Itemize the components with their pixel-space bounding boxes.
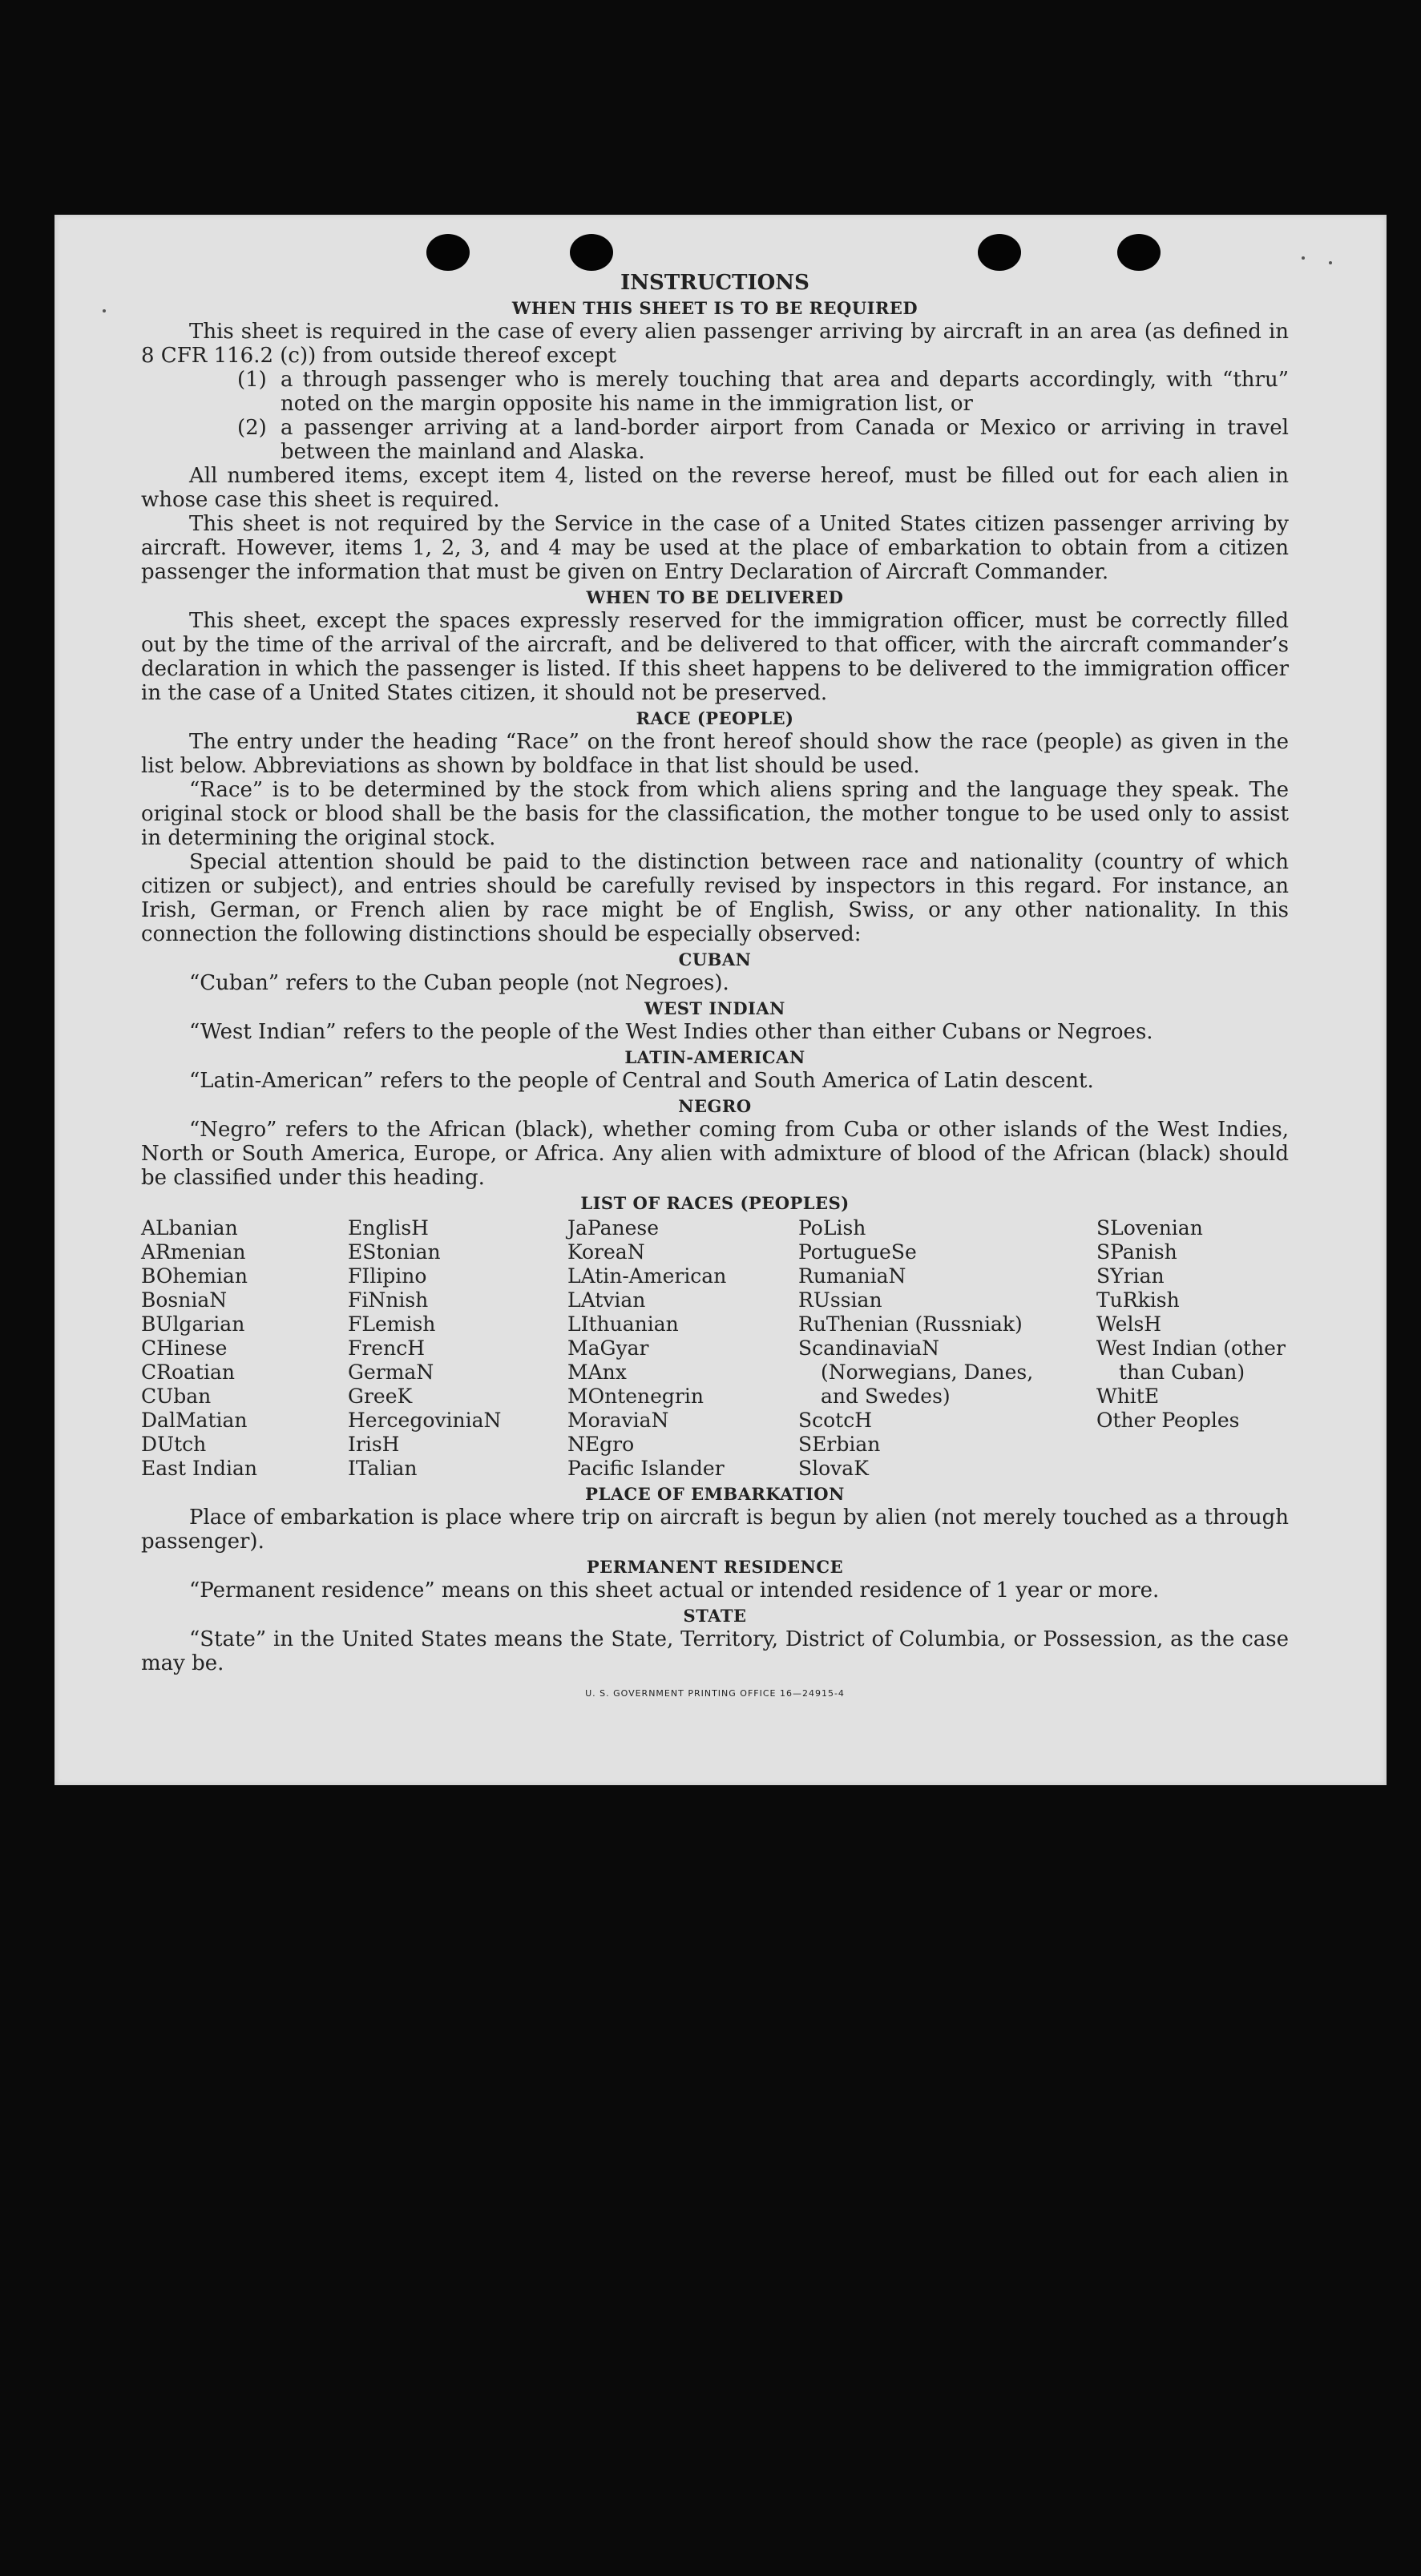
exception-number: (2) xyxy=(237,416,267,440)
race-entry: FLemish xyxy=(348,1312,436,1336)
race-entry: MaGyar xyxy=(567,1336,649,1360)
race-entry: Pacific Islander xyxy=(567,1457,725,1480)
punch-hole-2 xyxy=(570,234,613,271)
race-entry: JaPanese xyxy=(567,1216,660,1240)
paragraph-negro: “Negro” refers to the African (black), whether coming from Cuba or other islands of the West Indies, North or South America, Europe, or Africa. Any alien with admixture of blood of the African (black) should be classified under this heading. xyxy=(141,1118,1289,1190)
paragraph-west-indian: “West Indian” refers to the people of the West Indies other than either Cubans or Negroes. xyxy=(189,1020,1153,1044)
paragraph-permanent-residence: “Permanent residence” means on this sheet actual or intended residence of 1 year or more. xyxy=(189,1578,1160,1602)
races-column xyxy=(1096,1216,1289,1481)
exception-text: a through passenger who is merely touching that area and departs accordingly, with “thru” noted on the margin opposite his name in the immigration list, or xyxy=(281,368,1289,416)
races-column xyxy=(348,1216,567,1481)
race-entry: RuThenian (Russniak) xyxy=(798,1312,1023,1336)
heading-latin-american: LATIN-AMERICAN xyxy=(624,1047,805,1067)
heading-permanent-residence: PERMANENT RESIDENCE xyxy=(586,1557,844,1577)
heading-list-of-races: LIST OF RACES (PEOPLES) xyxy=(580,1193,850,1213)
paragraph-cuban: “Cuban” refers to the Cuban people (not Negroes). xyxy=(189,971,729,995)
race-entry: WhitE xyxy=(1096,1385,1160,1408)
race-entry: MAnx xyxy=(567,1361,627,1384)
race-entry: NEgro xyxy=(567,1433,635,1456)
exception-number: (1) xyxy=(237,368,267,392)
race-entry: CUban xyxy=(141,1385,212,1408)
punch-hole-1 xyxy=(426,234,470,271)
exception-item xyxy=(237,368,1289,416)
paragraph-race-1: The entry under the heading “Race” on the front hereof should show the race (people) as given in the list below. Abbreviations as shown by boldface in that list should be used. xyxy=(141,730,1289,778)
races-list xyxy=(141,1216,1289,1481)
race-entry: CHinese xyxy=(141,1336,228,1360)
punch-hole-3 xyxy=(978,234,1021,271)
race-entry: SErbian xyxy=(798,1433,881,1456)
paragraph-state: “State” in the United States means the State, Territory, District of Columbia, or Possession, as the case may be. xyxy=(141,1627,1289,1675)
race-entry: CRoatian xyxy=(141,1361,235,1384)
race-entry: FiNnish xyxy=(348,1288,429,1312)
paragraph-citizen: This sheet is not required by the Service in the case of a United States citizen passenger arriving by aircraft. However, items 1, 2, 3, and 4 may be used at the place of embarkation to obtain from a citizen passenger the information that must be given on Entry Declaration of Aircraft Commander. xyxy=(141,512,1289,584)
race-entry: TuRkish xyxy=(1096,1288,1180,1312)
race-entry: ScandinaviaN (Norwegians, Danes, and Swedes) xyxy=(798,1336,1034,1408)
race-entry: DalMatian xyxy=(141,1409,248,1432)
punch-hole-4 xyxy=(1117,234,1161,271)
race-entry: LIthuanian xyxy=(567,1312,679,1336)
race-entry: EStonian xyxy=(348,1240,441,1264)
heading-state: STATE xyxy=(683,1606,747,1626)
paragraph-latin-american: “Latin-American” refers to the people of Central and South America of Latin descent. xyxy=(189,1069,1094,1093)
race-entry: GreeK xyxy=(348,1385,413,1408)
heading-embarkation: PLACE OF EMBARKATION xyxy=(585,1484,845,1504)
speck xyxy=(1329,261,1332,264)
race-entry: HercegoviniaN xyxy=(348,1409,502,1432)
race-entry: GermaN xyxy=(348,1361,434,1384)
exception-item xyxy=(237,416,1289,464)
heading-when-delivered: WHEN TO BE DELIVERED xyxy=(586,587,844,607)
races-column xyxy=(798,1216,1096,1481)
speck xyxy=(103,309,106,312)
instructions-content xyxy=(141,271,1289,1706)
heading-cuban: CUBAN xyxy=(678,949,752,970)
speck xyxy=(1302,256,1305,260)
race-entry: SPanish xyxy=(1096,1240,1177,1264)
race-entry: RumaniaN xyxy=(798,1264,906,1288)
paragraph-race-2: “Race” is to be determined by the stock from which aliens spring and the language they speak. The original stock or blood shall be the basis for the classification, the mother tongue to be used only to assist in determining the original stock. xyxy=(141,778,1289,850)
race-entry: BOhemian xyxy=(141,1264,248,1288)
exception-text: a passenger arriving at a land-border airport from Canada or Mexico or arriving in travel between the mainland and Alaska. xyxy=(281,416,1289,464)
heading-negro: NEGRO xyxy=(678,1096,752,1116)
race-entry: EnglisH xyxy=(348,1216,429,1240)
paragraph-race-3: Special attention should be paid to the distinction between race and nationality (country of which citizen or subject), and entries should be carefully revised by inspectors in this regard. For instance, an Irish, German, or French alien by race might be of English, Swiss, or any other nationality. In this connection the following distinctions should be especially observed: xyxy=(141,850,1289,946)
paragraph-numbered-items: All numbered items, except item 4, listed on the reverse hereof, must be filled out for each alien in whose case this sheet is required. xyxy=(141,464,1289,512)
race-entry: SYrian xyxy=(1096,1264,1165,1288)
race-entry: BUlgarian xyxy=(141,1312,245,1336)
race-entry: ITalian xyxy=(348,1457,418,1480)
race-entry: WelsH xyxy=(1096,1312,1162,1336)
race-entry: SlovaK xyxy=(798,1457,869,1480)
page-title: INSTRUCTIONS xyxy=(620,271,809,295)
race-entry: ARmenian xyxy=(141,1240,246,1264)
paragraph-required-intro: This sheet is required in the case of every alien passenger arriving by aircraft in an area (as defined in 8 CFR 116.2 (c)) from outside thereof except xyxy=(141,320,1289,368)
race-entry: East Indian xyxy=(141,1457,257,1480)
races-column xyxy=(567,1216,798,1481)
race-entry: PortugueSe xyxy=(798,1240,917,1264)
printing-office-footer: U. S. GOVERNMENT PRINTING OFFICE 16—24915-4 xyxy=(585,1688,845,1699)
heading-west-indian: WEST INDIAN xyxy=(644,998,785,1018)
race-entry: MOntenegrin xyxy=(567,1385,704,1408)
race-entry: FrencH xyxy=(348,1336,425,1360)
race-entry: West Indian (other than Cuban) xyxy=(1096,1336,1286,1384)
race-entry: ALbanian xyxy=(141,1216,238,1240)
race-entry: Other Peoples xyxy=(1096,1409,1240,1432)
race-entry: RUssian xyxy=(798,1288,882,1312)
paragraph-delivered: This sheet, except the spaces expressly reserved for the immigration officer, must be correctly filled out by the time of the arrival of the aircraft, and be delivered to that officer, with the aircraft commander’s declaration in which the passenger is listed. If this sheet happens to be delivered to the immigration officer in the case of a United States citizen, it should not be preserved. xyxy=(141,609,1289,705)
race-entry: SLovenian xyxy=(1096,1216,1203,1240)
race-entry: LAtin-American xyxy=(567,1264,727,1288)
race-entry: IrisH xyxy=(348,1433,400,1456)
race-entry: DUtch xyxy=(141,1433,207,1456)
paragraph-embarkation: Place of embarkation is place where trip on aircraft is begun by alien (not merely touched as a through passenger). xyxy=(141,1506,1289,1554)
race-entry: LAtvian xyxy=(567,1288,646,1312)
heading-race: RACE (PEOPLE) xyxy=(636,708,794,728)
instruction-sheet xyxy=(54,215,1387,1785)
race-entry: KoreaN xyxy=(567,1240,645,1264)
race-entry: PoLish xyxy=(798,1216,866,1240)
races-column xyxy=(141,1216,348,1481)
race-entry: MoraviaN xyxy=(567,1409,669,1432)
race-entry: BosniaN xyxy=(141,1288,228,1312)
race-entry: FIlipino xyxy=(348,1264,427,1288)
heading-when-required: WHEN THIS SHEET IS TO BE REQUIRED xyxy=(511,298,918,318)
race-entry: ScotcH xyxy=(798,1409,873,1432)
